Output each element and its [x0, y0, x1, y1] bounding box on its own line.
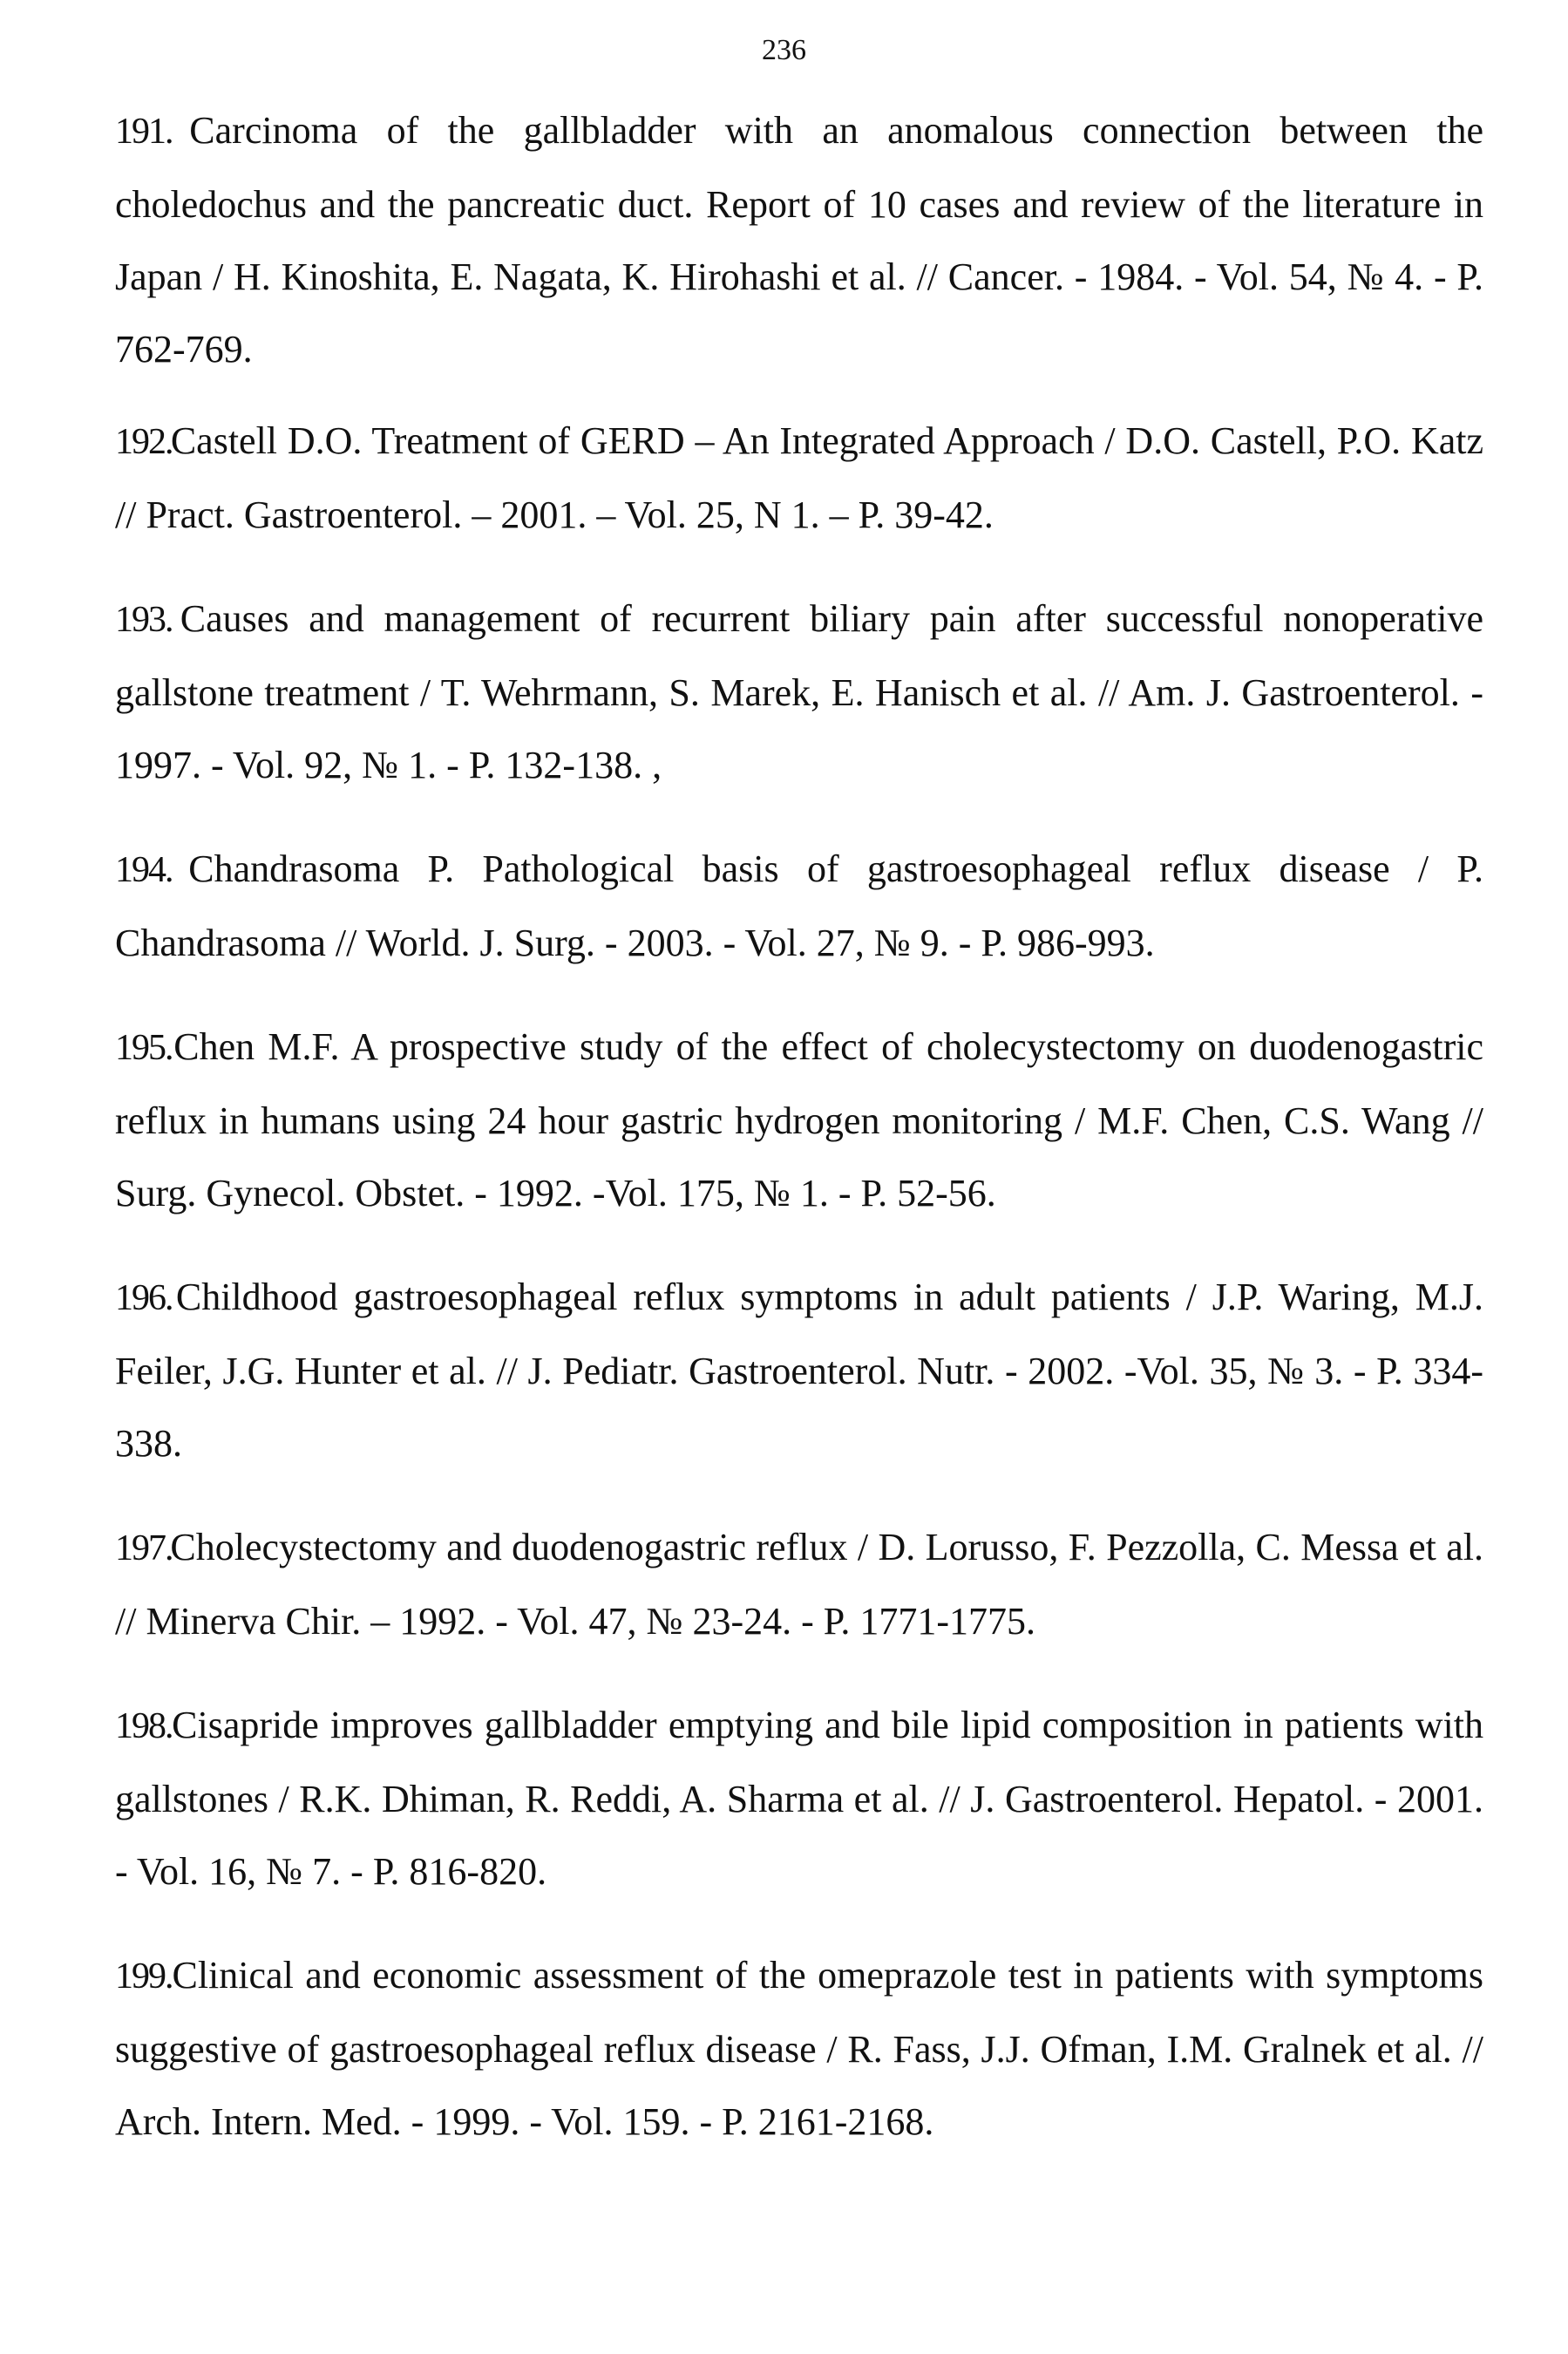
reference-text: Chandrasoma P. Pathological basis of gastroesophageal reflux disease / P. Chandrasoma // World. J. Surg. - 2003. - Vol. 27, № 9. - P. 986-993.: [115, 847, 1483, 964]
reference-number: 195.: [115, 1028, 173, 1068]
reference-text: Cholecystectomy and duodenogastric reflux / D. Lorusso, F. Pezzolla, C. Messa et al. // Minerva Chir. – 1992. - Vol. 47, № 23-24. - P. 1771-1775.: [115, 1526, 1483, 1643]
reference-item-199: [115, 1939, 1483, 2158]
reference-item-193: [115, 582, 1483, 801]
reference-number: 191.: [115, 112, 173, 152]
reference-number: 192.: [115, 422, 173, 462]
reference-list: [115, 94, 1483, 2158]
reference-item-194: [115, 833, 1483, 979]
reference-number: 194.: [115, 850, 173, 890]
reference-text: Clinical and economic assessment of the omeprazole test in patients with symptoms suggestive of gastroesophageal reflux disease / R. Fass, J.J. Ofman, I.M. Gralnek et al. // Arch. Intern. Med. - 1999. - Vol. 159. - P. 2161-2168.: [115, 1954, 1484, 2143]
reference-number: 198.: [115, 1706, 173, 1746]
reference-text: Chen M.F. A prospective study of the effect of cholecystectomy on duodenogastric reflux in humans using 24 hour gastric hydrogen monitoring / M.F. Chen, C.S. Wang // Surg. Gynecol. Obstet. - 1992. -Vol. 175, № 1. - P. 52-56.: [115, 1025, 1484, 1214]
reference-number: 197.: [115, 1528, 173, 1568]
reference-text: Carcinoma of the gallbladder with an anomalous connection between the choledochus and the pancreatic duct. Report of 10 cases and review of the literature in Japan / H. Kinoshita, E. Nagata, K. Hirohashi et al. // Cancer. - 1984. - Vol. 54, № 4. - P. 762-769.: [115, 109, 1484, 371]
reference-number: 193.: [115, 600, 173, 640]
reference-item-197: [115, 1511, 1483, 1657]
reference-item-198: [115, 1689, 1483, 1908]
reference-text: Causes and management of recurrent biliary pain after successful nonoperative gallstone treatment / T. Wehrmann, S. Marek, E. Hanisch et al. // Am. J. Gastroenterol. - 1997. - Vol. 92, № 1. - P. 132-138. ,: [115, 597, 1483, 786]
reference-item-192: [115, 405, 1483, 551]
reference-text: Castell D.O. Treatment of GERD – An Integrated Approach / D.O. Castell, P.O. Katz // Pract. Gastroenterol. – 2001. – Vol. 25, N 1. – P. 39-42.: [115, 419, 1484, 536]
page-number: 236: [762, 34, 806, 66]
reference-item-191: [115, 94, 1483, 385]
reference-item-195: [115, 1010, 1483, 1229]
reference-number: 196.: [115, 1278, 173, 1318]
reference-number: 199.: [115, 1956, 173, 1997]
reference-text: Childhood gastroesophageal reflux symptoms in adult patients / J.P. Waring, M.J. Feiler, J.G. Hunter et al. // J. Pediatr. Gastroenterol. Nutr. - 2002. -Vol. 35, № 3. - P. 334-338.: [115, 1276, 1484, 1465]
reference-item-196: [115, 1261, 1483, 1480]
reference-text: Cisapride improves gallbladder emptying and bile lipid composition in patients with gallstones / R.K. Dhiman, R. Reddi, A. Sharma et al. // J. Gastroenterol. Hepatol. - 2001. - Vol. 16, № 7. - P. 816-820.: [115, 1704, 1484, 1893]
